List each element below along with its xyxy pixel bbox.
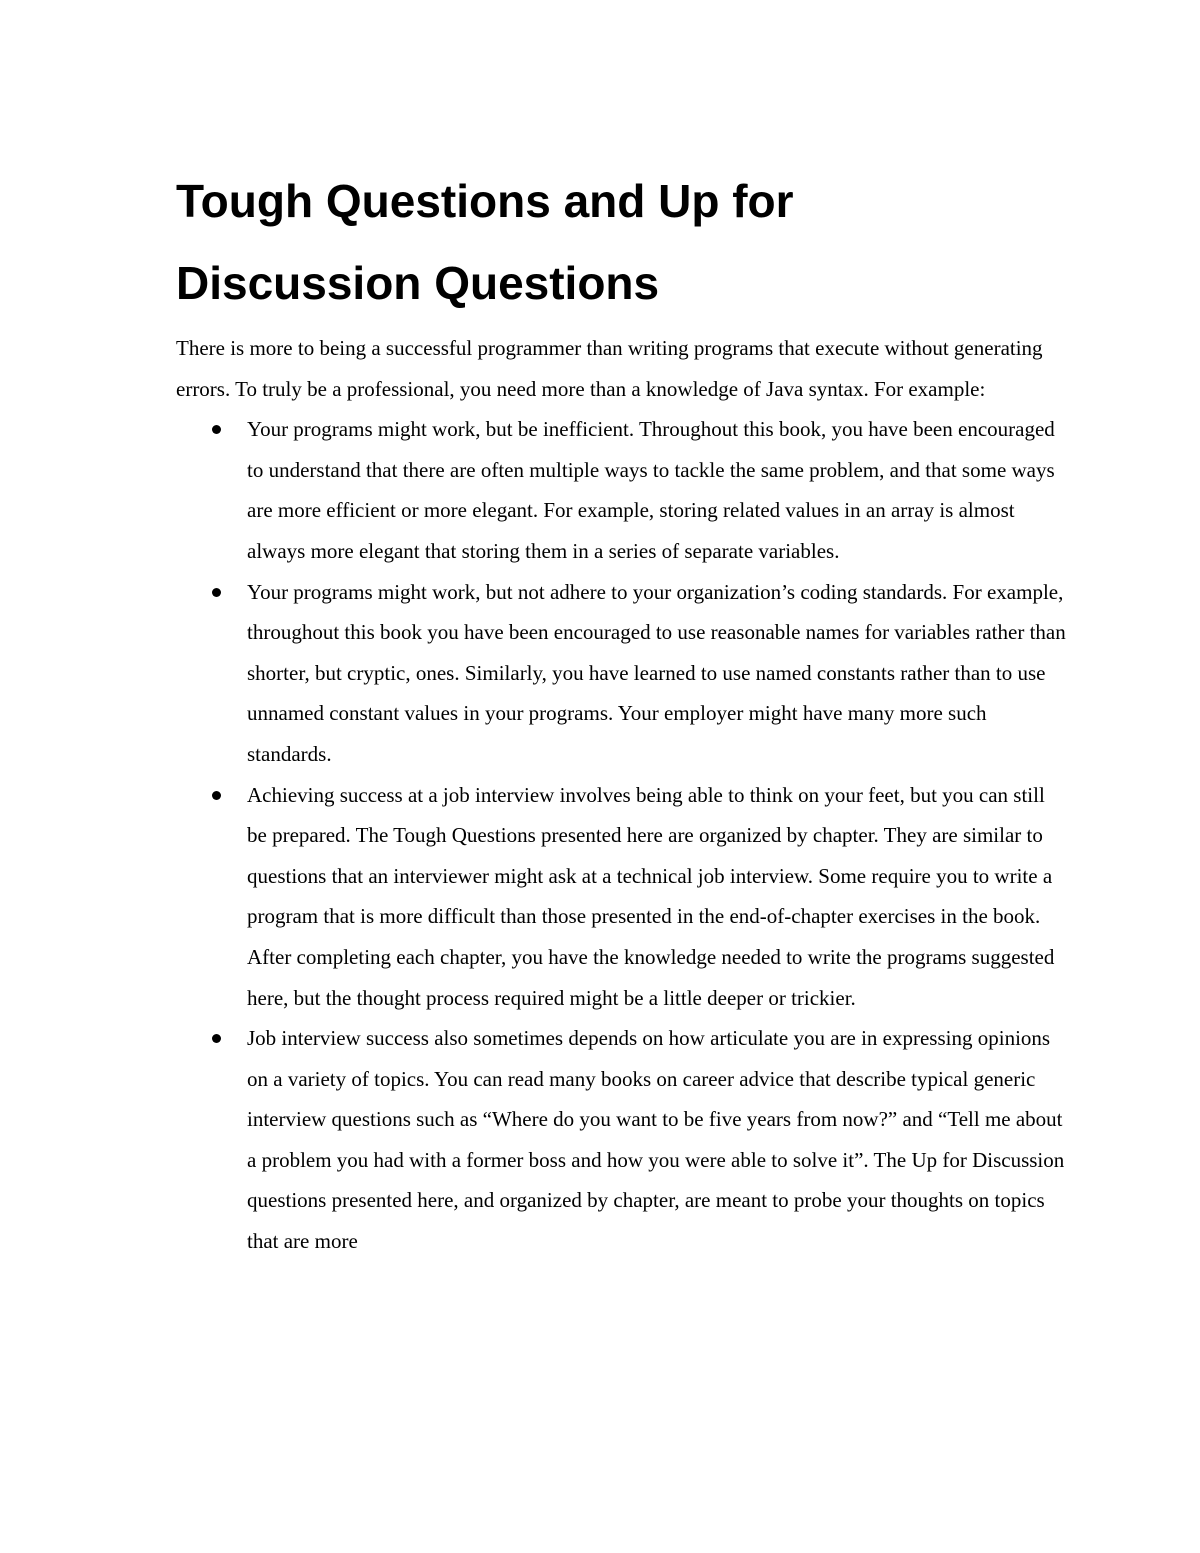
bullet-icon [212, 588, 221, 597]
page-title [176, 160, 1076, 324]
list-item [176, 572, 1067, 775]
list-item [176, 409, 1067, 571]
document-body [176, 328, 1076, 1262]
list-item [176, 775, 1067, 1019]
list-item-text: Achieving success at a job interview involves being able to think on your feet, but you can still be prepared. The Tough Questions presented here are organized by chapter. They are similar to questions that an interviewer might ask at a technical job interview. Some require you to write a program that is more difficult than those presented in the end-of-chapter exercises in the book. After completing each chapter, you have the knowledge needed to write the programs suggested here, but the thought process required might be a little deeper or trickier. [247, 782, 1055, 1010]
bullet-list [176, 409, 1076, 1261]
bullet-icon [212, 425, 221, 434]
bullet-icon [212, 1034, 221, 1043]
list-item-text: Job interview success also sometimes depends on how articulate you are in expressing opinions on a variety of topics. You can read many books on career advice that describe typical generic interview questions such as “Where do you want to be five years from now?” and “Tell me about a problem you had with a former boss and how you were able to solve it”. The Up for Discussion questions presented here, and organized by chapter, are meant to probe your thoughts on topics that are more [247, 1026, 1065, 1254]
list-item [176, 1018, 1067, 1262]
page-title-line-2: Discussion Questions [176, 257, 660, 309]
list-item-text: Your programs might work, but be inefficient. Throughout this book, you have been encouraged to understand that there are often multiple ways to tackle the same problem, and that some ways are more efficient or more elegant. For example, storing related values in an array is almost always more elegant that storing them in a series of separate variables. [247, 417, 1055, 563]
bullet-icon [212, 791, 221, 800]
page-title-line-1: Tough Questions and Up for [176, 175, 794, 227]
list-item-text: Your programs might work, but not adhere to your organization’s coding standards. For example, throughout this book you have been encouraged to use reasonable names for variables rather than shorter, but cryptic, ones. Similarly, you have learned to use named constants rather than to use unnamed constant values in your programs. Your employer might have many more such standards. [247, 579, 1066, 766]
intro-paragraph: There is more to being a successful programmer than writing programs that execute without generating errors. To truly be a professional, you need more than a knowledge of Java syntax. For example: [176, 336, 1043, 401]
